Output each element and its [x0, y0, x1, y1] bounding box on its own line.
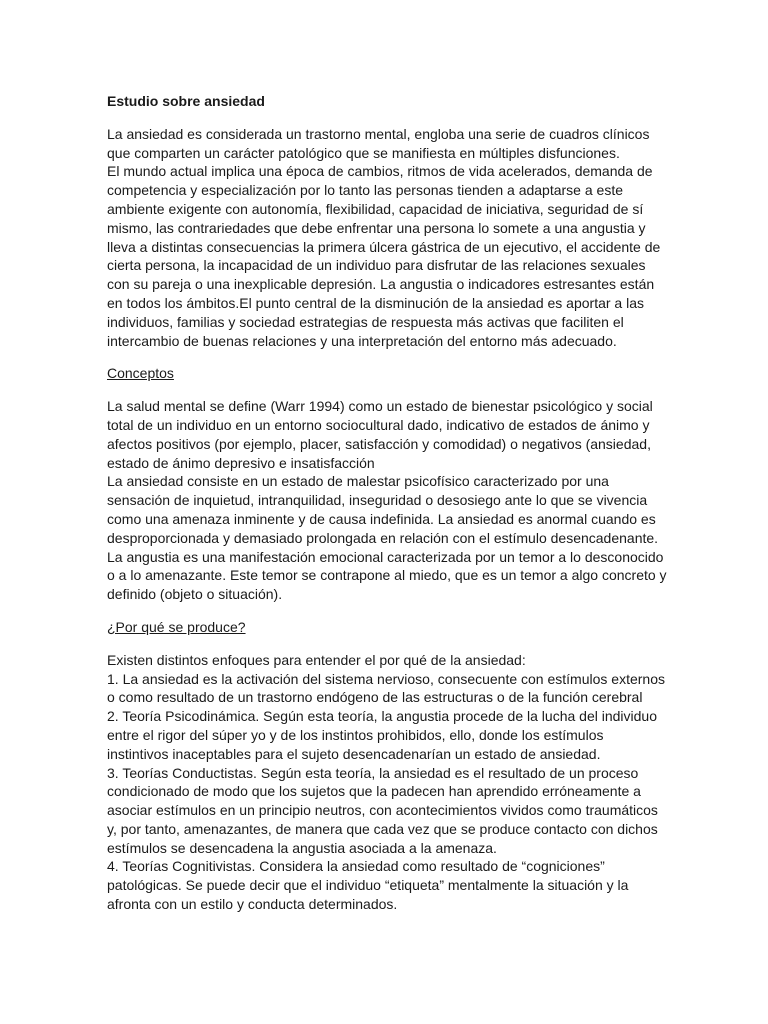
por-que-paragraph: Existen distintos enfoques para entender el por qué de la ansiedad:: [107, 651, 526, 668]
intro-section: [107, 125, 667, 351]
section-heading-conceptos: Conceptos: [107, 365, 174, 382]
document-page: [107, 92, 667, 928]
document-title: Estudio sobre ansiedad: [107, 93, 265, 109]
por-que-section: [107, 651, 667, 914]
intro-paragraph: La ansiedad es considerada un trastorno mental, engloba una serie de cuadros clínicos que comparten un carácter patológico que se manifiesta en múltiples disfunciones.: [107, 125, 650, 161]
intro-paragraph: El mundo actual implica una época de cambios, ritmos de vida acelerados, demanda de competencia y especialización por lo tanto las personas tienden a adaptarse a este ambiente exigente con autonomía, flexibilidad, capacidad de iniciativa, seguridad de sí mismo, las contrariedades que debe enfrentar una persona lo somete a una angustia y lleva a distintas consecuencias la primera úlcera gástrica de un ejecutivo, el accidente de cierta persona, la incapacidad de un individuo para disfrutar de las relaciones sexuales con su pareja o una inexplicable depresión. La angustia o indicadores estresantes están en todos los ámbitos.El punto central de la disminución de la ansiedad es aportar a las individuos, familias y sociedad estrategias de respuesta más activas que faciliten el intercambio de buenas relaciones y una interpretación del entorno más adecuado.: [107, 163, 661, 349]
section-heading-por-que: ¿Por qué se produce?: [107, 618, 246, 635]
conceptos-paragraph: La ansiedad consiste en un estado de malestar psicofísico caracterizado por una sensación de inquietud, intranquilidad, inseguridad o desosiego ante lo que se vivencia como una amenaza inminente y de causa indefinida. La ansiedad es anormal cuando es desproporcionada y demasiado prolongada en relación con el estímulo desencadenante.: [107, 473, 659, 546]
list-item: 3. Teorías Conductistas. Según esta teoría, la ansiedad es el resultado de un proceso condicionado de modo que los sujetos que la padecen han aprendido erróneamente a asociar estímulos en un principio neutros, con acontecimientos vividos como traumáticos y, por tanto, amenazantes, de manera que cada vez que se produce contacto con dichos estímulos se desencadena la angustia asociada a la amenaza.: [107, 764, 658, 856]
conceptos-paragraph: La angustia es una manifestación emocional caracterizada por un temor a lo desconocido o a lo amenazante. Este temor se contrapone al miedo, que es un temor a algo concreto y definido (objeto o situación).: [107, 548, 667, 603]
list-item: 4. Teorías Cognitivistas. Considera la ansiedad como resultado de “cogniciones” patológicas. Se puede decir que el individuo “etiqueta” mentalmente la situación y la afronta con un estilo y conducta determinados.: [107, 858, 629, 913]
list-item: 1. La ansiedad es la activación del sistema nervioso, consecuente con estímulos externos o como resultado de un trastorno endógeno de las estructuras o de la función cerebral: [107, 670, 665, 706]
conceptos-paragraph: La salud mental se define (Warr 1994) como un estado de bienestar psicológico y social total de un individuo en un entorno sociocultural dado, indicativo de estados de ánimo y afectos positivos (por ejemplo, placer, satisfacción y comodidad) o negativos (ansiedad, estado de ánimo depresivo e insatisfacción: [107, 398, 653, 471]
conceptos-section: [107, 397, 667, 604]
list-item: 2. Teoría Psicodinámica. Según esta teoría, la angustia procede de la lucha del individuo entre el rigor del súper yo y de los instintos prohibidos, ello, donde los estímulos instintivos inaceptables para el sujeto desencadenarían un estado de ansiedad.: [107, 708, 657, 762]
